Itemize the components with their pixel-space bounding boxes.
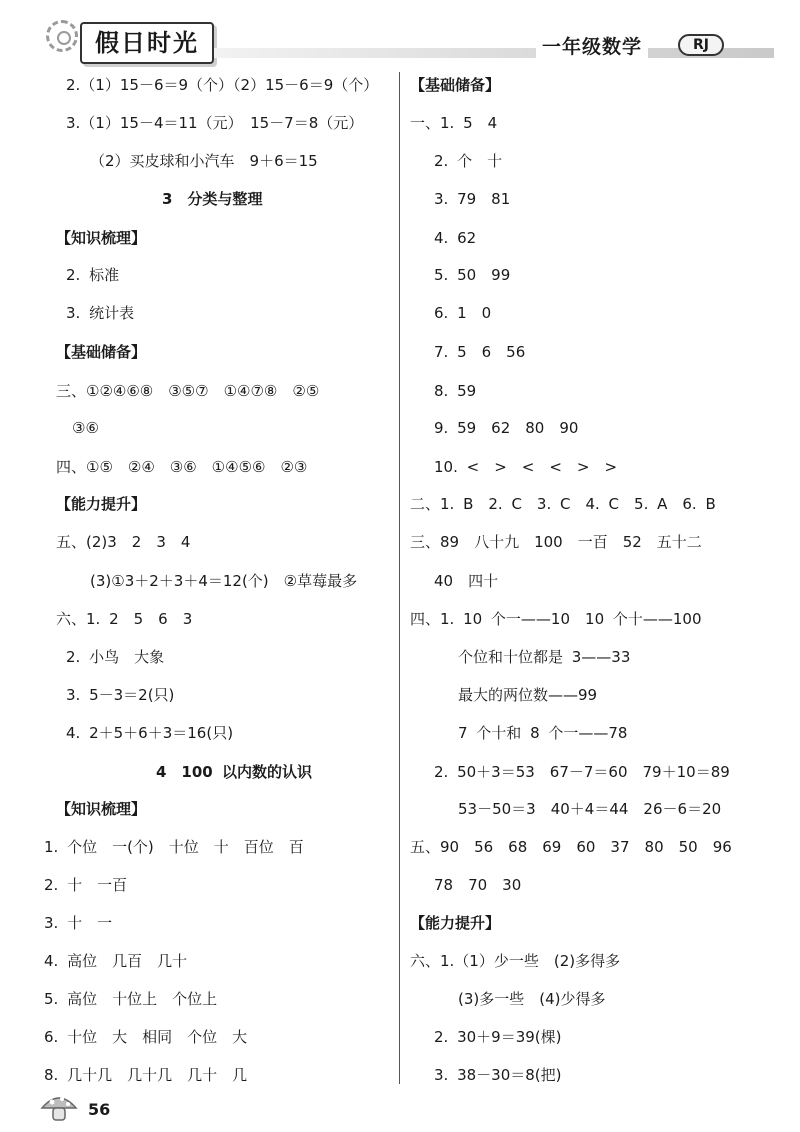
answer-line: 6. 1 0 [434, 304, 492, 322]
answer-line: 五、90 56 68 69 60 37 80 50 96 [410, 838, 732, 856]
answer-line: 最大的两位数——99 [458, 686, 598, 704]
answer-line: 3. 79 81 [434, 190, 511, 208]
answer-line: 四、①⑤ ②④ ③⑥ ①④⑤⑥ ②③ [56, 458, 308, 476]
answer-line: 三、①②④⑥⑧ ③⑤⑦ ①④⑦⑧ ②⑤ [56, 382, 320, 400]
subject-label: 一年级数学 [536, 32, 648, 59]
answer-line: 2. 30＋9＝39(棵) [434, 1028, 562, 1046]
answer-line: 3. 5－3＝2(只) [66, 686, 175, 704]
answer-line: 3. 十 一 [44, 914, 113, 932]
answer-line: 三、89 八十九 100 一百 52 五十二 [410, 533, 702, 551]
answer-line: 四、1. 10 个一——10 10 个十——100 [410, 610, 702, 628]
answer-line: 9. 59 62 80 90 [434, 419, 579, 437]
answer-line: 4. 高位 几百 几十 [44, 952, 188, 970]
answer-line: 4. 62 [434, 229, 477, 247]
answer-line: 2. 十 一百 [44, 876, 128, 894]
answer-line: 个位和十位都是 3——33 [458, 648, 631, 666]
answer-line: ③⑥ [72, 419, 99, 437]
mushroom-icon [40, 1092, 78, 1122]
answer-line: 2. 个 十 [434, 152, 503, 170]
answer-line: 2. 50＋3＝53 67－7＝60 79＋10＝89 [434, 763, 730, 781]
answer-line: 7 个十和 8 个一——78 [458, 724, 628, 742]
answer-line: 4. 2＋5＋6＋3＝16(只) [66, 724, 234, 742]
section-heading: 【能力提升】 [410, 914, 501, 932]
column-divider [399, 72, 400, 1084]
answer-line: 7. 5 6 56 [434, 343, 526, 361]
gear-decoration-icon [46, 20, 78, 52]
answer-line: 6. 十位 大 相同 个位 大 [44, 1028, 248, 1046]
answer-line: 2. 小鸟 大象 [66, 648, 165, 666]
answer-line: 8. 59 [434, 382, 477, 400]
answer-line: 3.（1）15－4＝11（元） 15－7＝8（元） [66, 114, 364, 132]
answer-line: 五、(2)3 2 3 4 [56, 533, 191, 551]
section-heading: 【基础储备】 [410, 76, 501, 94]
page-header [0, 0, 800, 70]
section-heading: 【知识梳理】 [56, 800, 147, 818]
answer-line: 2.（1）15－6＝9（个）（2）15－6＝9（个） [66, 76, 379, 94]
answer-line: 78 70 30 [434, 876, 522, 894]
answer-line: (3)多一些 (4)少得多 [458, 990, 606, 1008]
answer-line: 六、1. 2 5 6 3 [56, 610, 193, 628]
page-number: 56 [88, 1100, 111, 1119]
answer-line: （2）买皮球和小汽车 9＋6＝15 [90, 152, 318, 170]
answer-line: 5. 50 99 [434, 266, 511, 284]
answer-line: 六、1.（1）少一些 (2)多得多 [410, 952, 621, 970]
answer-line: 3. 统计表 [66, 304, 135, 322]
answer-line: 5. 高位 十位上 个位上 [44, 990, 218, 1008]
answer-line: 1. 个位 一(个) 十位 十 百位 百 [44, 838, 304, 856]
answer-line: 2. 标准 [66, 266, 120, 284]
answer-line: 8. 几十几 几十几 几十 几 [44, 1066, 248, 1084]
section-heading: 4 100 以内数的认识 [156, 763, 312, 781]
edition-badge: RJ [678, 34, 724, 56]
answer-line: 二、1. B 2. C 3. C 4. C 5. A 6. B [410, 495, 716, 513]
answer-line: 53－50＝3 40＋4＝44 26－6＝20 [458, 800, 722, 818]
answer-line: 3. 38－30＝8(把) [434, 1066, 562, 1084]
book-title: 假日时光 [80, 22, 214, 64]
answer-line: 10. < > < < > > [434, 458, 618, 476]
answer-line: 一、1. 5 4 [410, 114, 498, 132]
section-heading: 【基础储备】 [56, 343, 147, 361]
section-heading: 【能力提升】 [56, 495, 147, 513]
answer-line: (3)①3＋2＋3＋4＝12(个) ②草莓最多 [90, 572, 358, 590]
answer-line: 40 四十 [434, 572, 499, 590]
section-heading: 3 分类与整理 [162, 190, 263, 208]
section-heading: 【知识梳理】 [56, 229, 147, 247]
